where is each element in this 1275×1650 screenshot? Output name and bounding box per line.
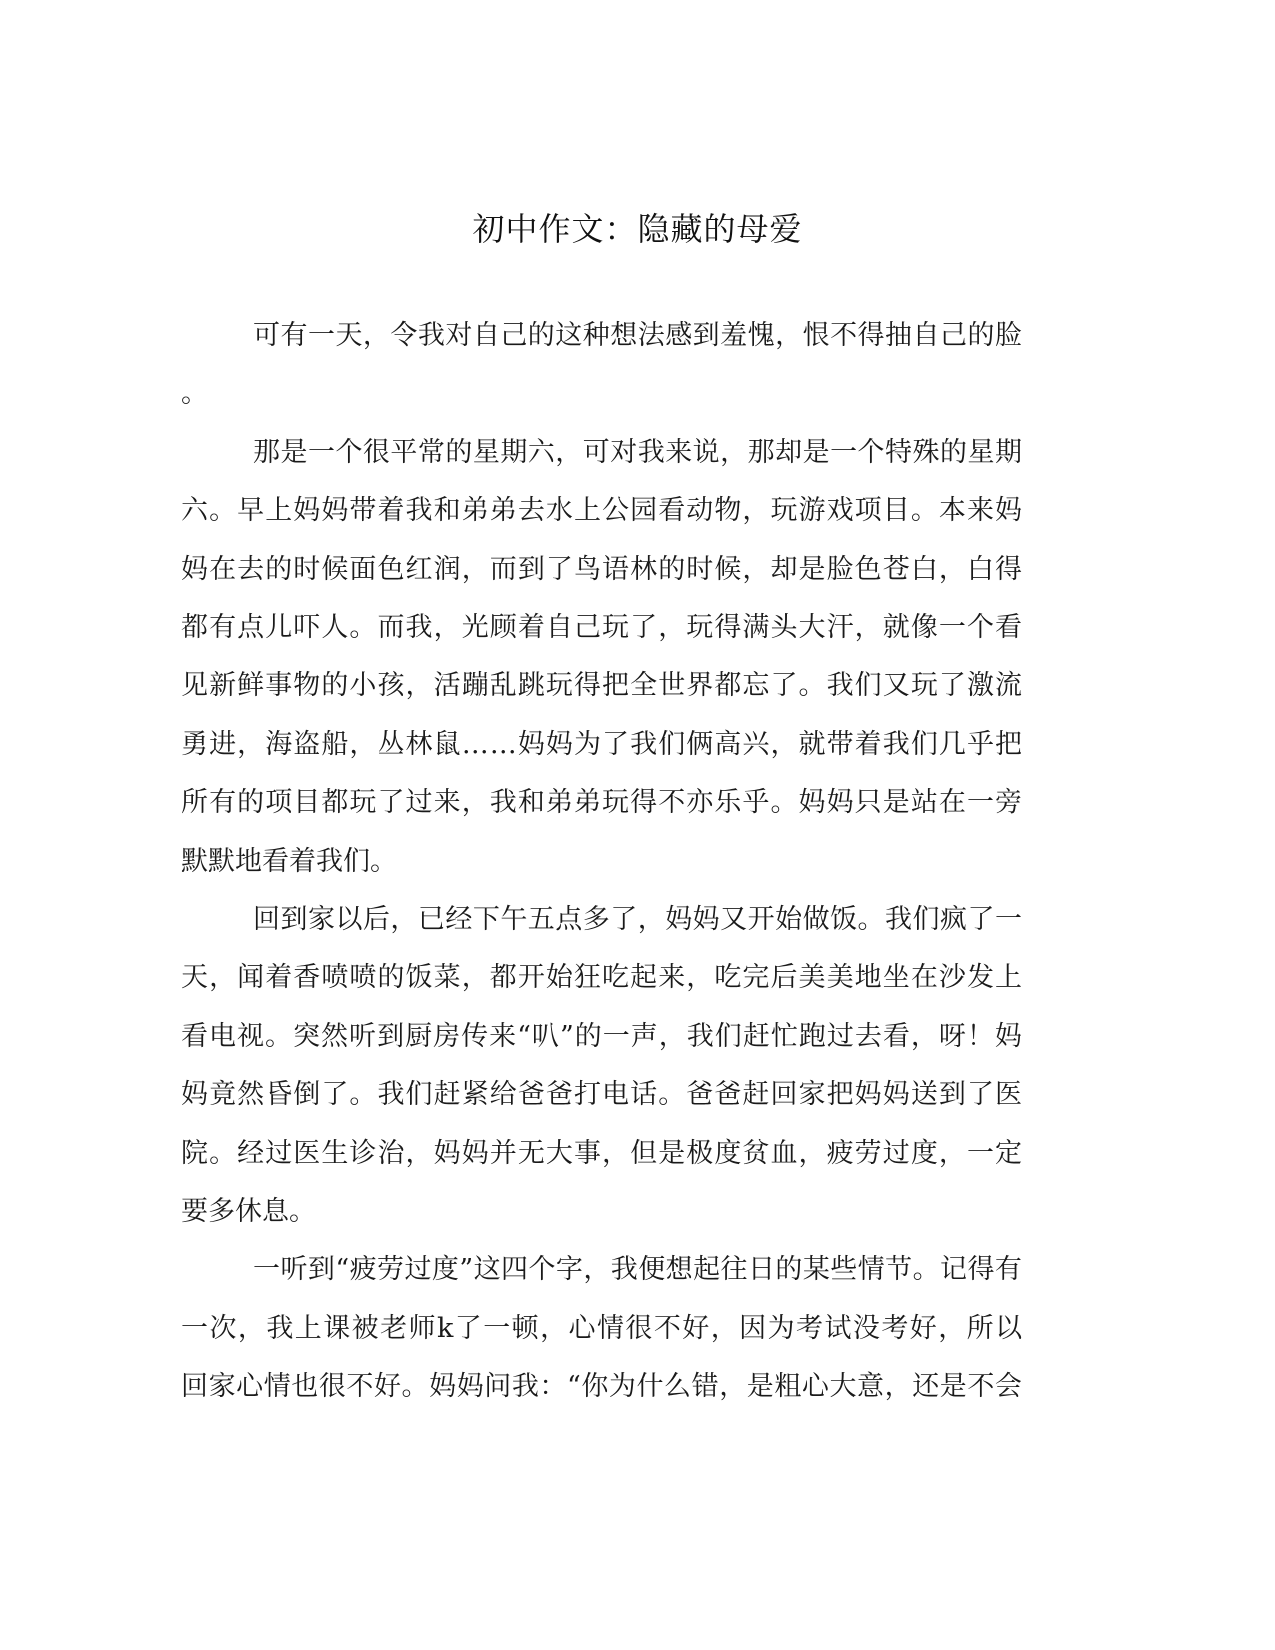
paragraph-line: 所有的项目都玩了过来，我和弟弟玩得不亦乐乎。妈妈只是站在一旁 [181, 787, 1024, 819]
document-title: 初中作文：隐藏的母爱 [472, 210, 803, 248]
paragraph-line: 都有点儿吓人。而我，光顾着自己玩了，玩得满头大汗，就像一个看 [181, 612, 1024, 643]
paragraph-line: 要多休息。 [181, 1196, 316, 1227]
paragraph-line: 妈在去的时候面色红润，而到了鸟语林的时候，却是脸色苍白，白得 [181, 553, 1024, 585]
paragraph-line: 回家心情也很不好。妈妈问我：“你为什么错，是粗心大意，还是不会 [181, 1371, 1023, 1403]
paragraph-line: 见新鲜事物的小孩，活蹦乱跳玩得把全世界都忘了。我们又玩了激流 [181, 670, 1024, 702]
paragraph-line: 妈竟然昏倒了。我们赶紧给爸爸打电话。爸爸赶回家把妈妈送到了医 [181, 1079, 1024, 1111]
paragraph-line: 一次，我上课被老师k了一顿，心情很不好，因为考试没考好，所以 [181, 1312, 1024, 1344]
paragraph-first-line: 那是一个很平常的星期六，可对我来说，那却是一个特殊的星期 [253, 436, 1023, 468]
paragraph-line: 六。早上妈妈带着我和弟弟去水上公园看动物，玩游戏项目。本来妈 [181, 495, 1024, 527]
paragraph-first-line: 回到家以后，已经下午五点多了，妈妈又开始做饭。我们疯了一 [253, 904, 1023, 935]
paragraph-line: 看电视。突然听到厨房传来“叭”的一声，我们赶忙跑过去看，呀！妈 [181, 1020, 1023, 1052]
paragraph-line: 。 [181, 378, 208, 410]
paragraph-line: 天，闻着香喷喷的饭菜，都开始狂吃起来，吃完后美美地坐在沙发上 [181, 962, 1024, 994]
paragraph-line: 院。经过医生诊治，妈妈并无大事，但是极度贫血，疲劳过度，一定 [181, 1137, 1024, 1169]
paragraph-line: 默默地看着我们。 [181, 845, 397, 877]
paragraph-first-line: 可有一天，令我对自己的这种想法感到羞愧，恨不得抽自己的脸 [253, 320, 1023, 351]
paragraph-line: 勇进，海盗船，丛林鼠……妈妈为了我们俩高兴，就带着我们几乎把 [181, 728, 1024, 760]
paragraph-first-line: 一听到“疲劳过度”这四个字，我便想起往日的某些情节。记得有 [253, 1254, 1023, 1286]
